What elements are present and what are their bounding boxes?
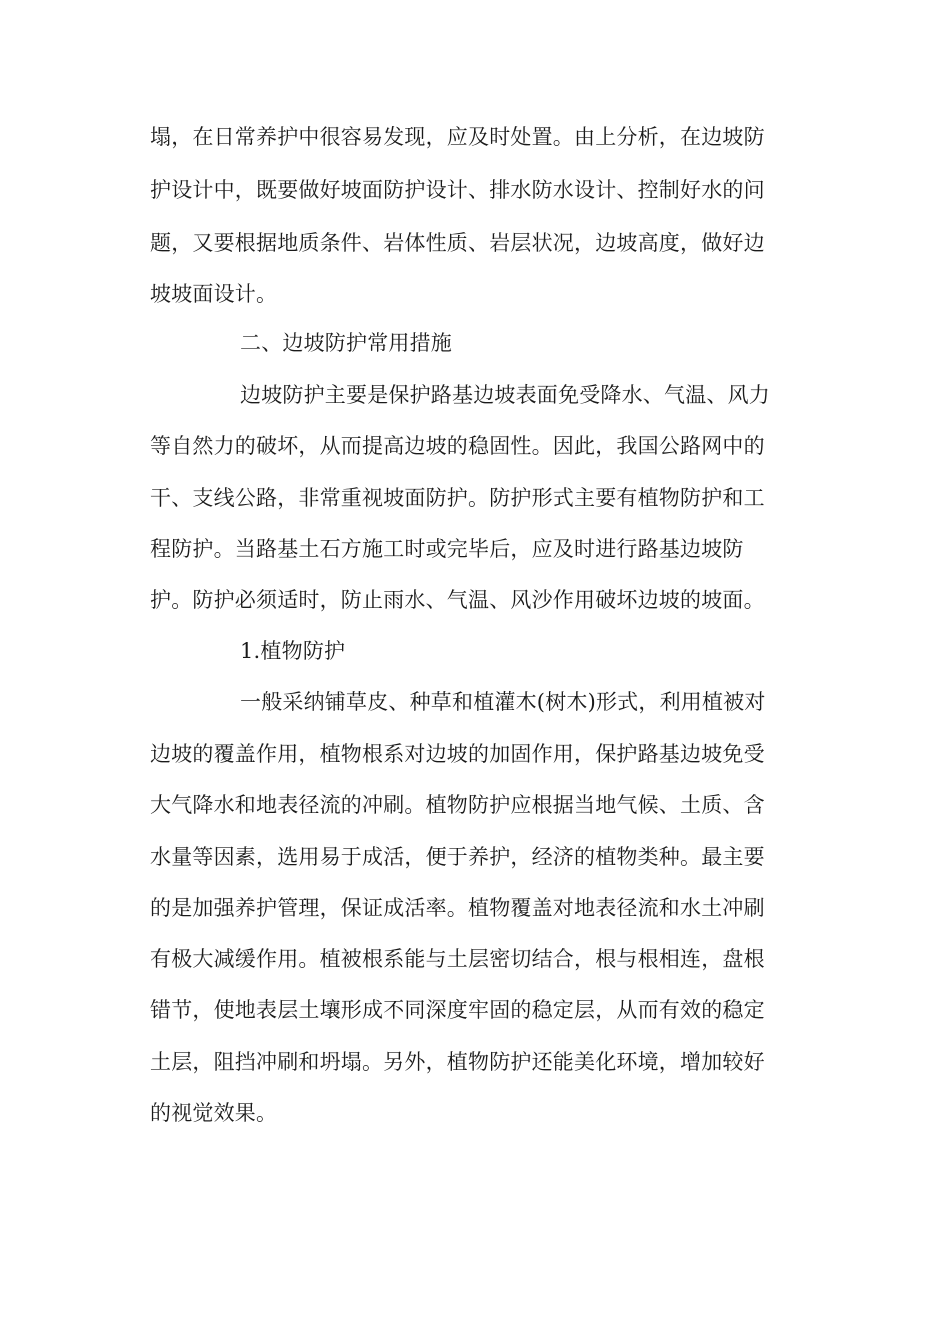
paragraph-3-line-2: 边坡的覆盖作用，植物根系对边坡的加固作用，保护路基边坡免受	[150, 742, 765, 766]
paragraph-2-line-5: 护。防护必须适时，防止雨水、气温、风沙作用破坏边坡的坡面。	[150, 588, 765, 612]
paragraph-2-line-1: 边坡防护主要是保护路基边坡表面免受降水、气温、风力	[240, 383, 770, 407]
paragraph-3-line-4: 水量等因素，选用易于成活，便于养护，经济的植物类种。最主要	[150, 845, 765, 869]
paragraph-3-line-6: 有极大减缓作用。植被根系能与土层密切结合，根与根相连，盘根	[150, 947, 765, 971]
paragraph-3-line-3: 大气降水和地表径流的冲刷。植物防护应根据当地气候、土质、含	[150, 793, 765, 817]
paragraph-3-line-8: 土层，阻挡冲刷和坍塌。另外，植物防护还能美化环境，增加较好	[150, 1050, 765, 1074]
paragraph-2-line-4: 程防护。当路基土石方施工时或完毕后，应及时进行路基边坡防	[150, 537, 744, 561]
paragraph-1-line-4: 坡坡面设计。	[150, 282, 278, 306]
paragraph-3-line-7: 错节，使地表层土壤形成不同深度牢固的稳定层，从而有效的稳定	[150, 998, 765, 1022]
subsection-heading: 1.植物防护	[240, 639, 346, 663]
paragraph-2-line-3: 干、支线公路，非常重视坡面防护。防护形式主要有植物防护和工	[150, 486, 765, 510]
paragraph-3-line-1: 一般采纳铺草皮、种草和植灌木(树木)形式，利用植被对	[240, 690, 766, 714]
paragraph-1-line-1: 塌，在日常养护中很容易发现，应及时处置。由上分析，在边坡防	[150, 125, 765, 149]
paragraph-2-line-2: 等自然力的破坏，从而提高边坡的稳固性。因此，我国公路网中的	[150, 434, 765, 458]
paragraph-1-line-3: 题，又要根据地质条件、岩体性质、岩层状况，边坡高度，做好边	[150, 231, 765, 255]
paragraph-3-line-5: 的是加强养护管理，保证成活率。植物覆盖对地表径流和水土冲刷	[150, 896, 765, 920]
paragraph-1-line-2: 护设计中，既要做好坡面防护设计、排水防水设计、控制好水的问	[150, 178, 765, 202]
paragraph-3-line-9: 的视觉效果。	[150, 1101, 278, 1125]
section-heading: 二、边坡防护常用措施	[240, 331, 452, 355]
